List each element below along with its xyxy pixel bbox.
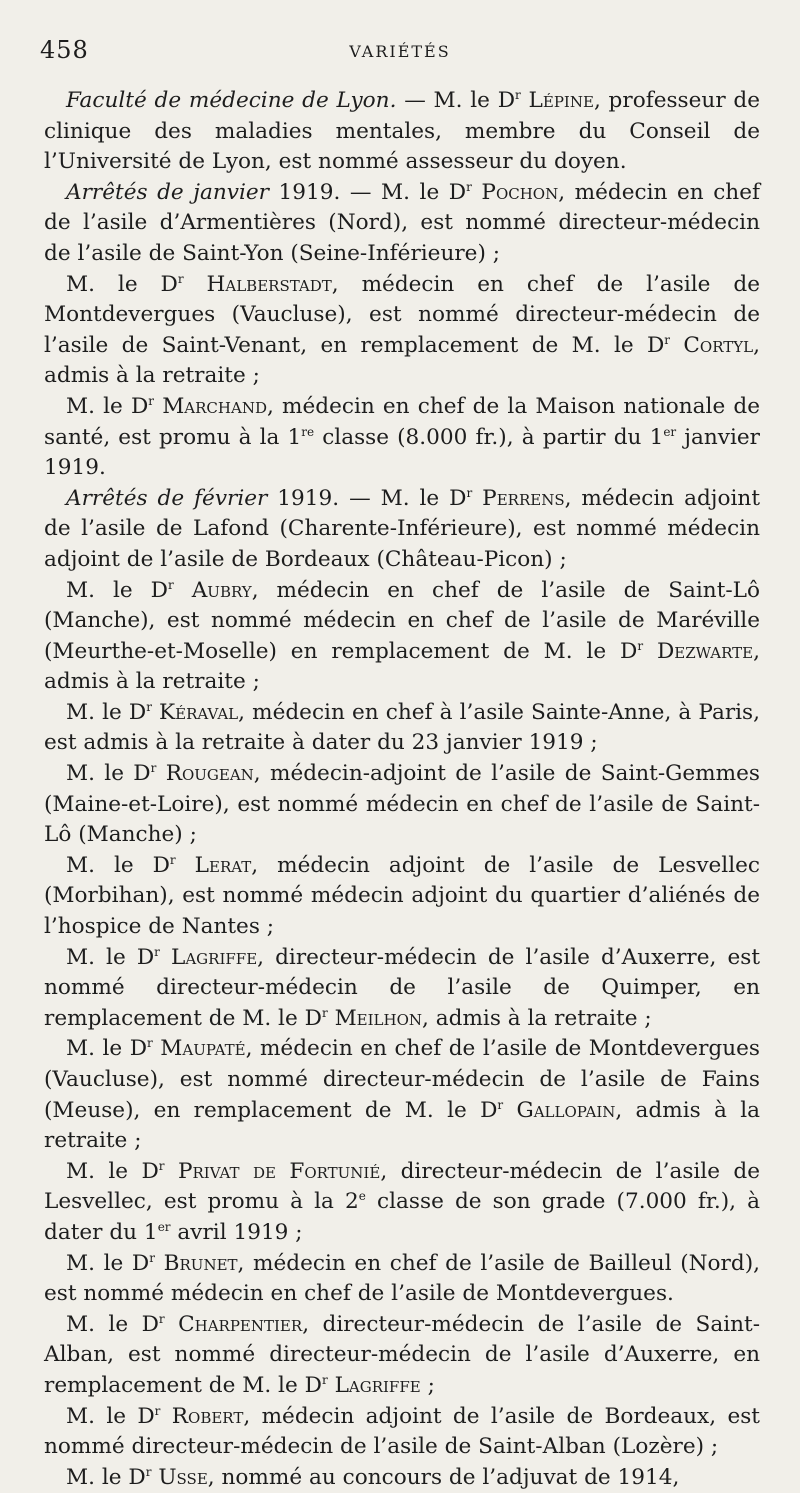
text-run: classe (8.000 fr.), à partir du 1 bbox=[314, 424, 664, 450]
text-run: , admis à la retraite ; bbox=[44, 1097, 760, 1154]
person-name: Charpentier bbox=[178, 1311, 303, 1337]
person-name: Gallopain bbox=[516, 1097, 616, 1123]
paragraph bbox=[44, 1463, 760, 1493]
superscript: r bbox=[150, 761, 157, 776]
superscript: r bbox=[154, 1403, 161, 1418]
text-run: , médecin en chef de l’asile de Montdevergues (Vaucluse), est nommé directeur-médecin de l’asile de Saint-Venant, en remplacement de M. le D bbox=[44, 271, 760, 358]
text-run: , professeur de clinique des maladies mentales, membre du Conseil de l’Université de Lyon, est nommé assesseur du doyen. bbox=[44, 88, 760, 175]
page-header bbox=[40, 36, 760, 76]
superscript: r bbox=[321, 1005, 328, 1020]
text-run: , médecin adjoint de l’asile de Lafond (Charente-Inférieure), est nommé médecin adjoint de l’asile de Bordeaux (Château-Picon) ; bbox=[44, 485, 760, 572]
text-run bbox=[154, 394, 162, 419]
paragraph bbox=[44, 698, 760, 759]
text-run: , médecin-adjoint de l’asile de Saint-Gemmes (Maine-et-Loire), est nommé médecin en chef de l’asile de Saint-Lô (Manche) ; bbox=[44, 761, 760, 848]
person-name: Lagriffe bbox=[171, 944, 258, 970]
person-name: Halberstadt bbox=[206, 271, 332, 297]
text-run: , admis à la retraite ; bbox=[422, 1005, 652, 1031]
text-run: , admis à la retraite ; bbox=[44, 332, 760, 389]
paragraph bbox=[44, 270, 760, 392]
text-run: , médecin en chef de l’asile de Montdevergues (Vaucluse), est nommé directeur-médecin de l’asile de Fains (Meuse), en remplacement de M. le D bbox=[44, 1036, 760, 1123]
paragraph bbox=[44, 1157, 760, 1249]
text-run: M. le D bbox=[66, 1311, 159, 1337]
superscript: r bbox=[146, 699, 152, 714]
text-run: M. le D bbox=[66, 577, 168, 603]
text-run: , nommé au concours de l’adjuvat de 1914, bbox=[207, 1464, 680, 1490]
text-run bbox=[165, 1312, 178, 1337]
text-run: M. le D bbox=[66, 393, 149, 419]
text-run bbox=[152, 700, 159, 725]
paragraph bbox=[44, 86, 760, 178]
person-name: Maupaté bbox=[160, 1036, 246, 1062]
superscript: r bbox=[321, 1372, 328, 1387]
superscript: r bbox=[637, 638, 644, 653]
person-name: Perrens bbox=[482, 485, 565, 511]
text-run: 1919. — M. le D bbox=[267, 485, 467, 511]
text-run: , directeur-médecin de l’asile de Saint-Alban, est nommé directeur-médecin de l’asile d’Auxerre, en remplacement de M. le D bbox=[44, 1311, 760, 1398]
text-run: — M. le D bbox=[396, 88, 516, 113]
person-name: Kéraval bbox=[159, 699, 239, 725]
person-name: Lépine bbox=[528, 88, 594, 113]
paragraph bbox=[44, 1310, 760, 1402]
superscript: r bbox=[158, 1311, 165, 1326]
text-run bbox=[328, 1373, 335, 1398]
text-run: , médecin en chef à l’asile Sainte-Anne, à Paris, est admis à la retraite à dater du 23 janvier 1919 ; bbox=[44, 699, 760, 756]
text-run bbox=[184, 272, 207, 297]
superscript: r bbox=[145, 1464, 152, 1479]
superscript: er bbox=[157, 1219, 171, 1234]
text-run: M. le D bbox=[66, 271, 178, 297]
text-run: , directeur-médecin de l’asile d’Auxerre, est nommé directeur-médecin de l’asile de Quimper, en remplacement de M. le D bbox=[44, 944, 761, 1031]
text-run: janvier 1919. bbox=[44, 424, 760, 481]
paragraph bbox=[44, 392, 760, 484]
text-run bbox=[328, 1006, 335, 1031]
superscript: r bbox=[466, 485, 473, 500]
person-name: Dezwarte bbox=[656, 638, 754, 664]
text-run bbox=[643, 639, 657, 664]
person-name: Privat de Fortunié bbox=[177, 1158, 381, 1184]
text-run bbox=[165, 1159, 178, 1184]
paragraph bbox=[44, 576, 760, 698]
paragraph bbox=[44, 1034, 760, 1156]
text-run: ; bbox=[420, 1372, 435, 1398]
person-name: Brunet bbox=[163, 1250, 238, 1276]
superscript: r bbox=[177, 271, 184, 286]
text-run bbox=[156, 761, 165, 786]
text-run bbox=[160, 945, 171, 970]
person-name: Cortyl bbox=[683, 332, 754, 358]
body-text bbox=[44, 86, 760, 1493]
paragraph bbox=[44, 851, 760, 943]
person-name: Lagriffe bbox=[334, 1372, 421, 1398]
text-run bbox=[151, 1465, 158, 1490]
page-number: 458 bbox=[40, 36, 89, 64]
superscript: r bbox=[169, 852, 176, 867]
text-run: M. le D bbox=[66, 699, 147, 725]
superscript: re bbox=[301, 424, 315, 439]
paragraph bbox=[44, 1402, 760, 1463]
superscript: e bbox=[358, 1189, 366, 1204]
text-run: M. le D bbox=[66, 1250, 150, 1276]
text-run: M. le D bbox=[66, 1158, 159, 1184]
text-run bbox=[472, 180, 482, 205]
text-run bbox=[670, 333, 683, 358]
text-run: M. le D bbox=[66, 761, 151, 787]
italic-heading: Faculté de médecine de Lyon. bbox=[66, 88, 397, 113]
text-run: M. le D bbox=[66, 852, 170, 878]
superscript: r bbox=[167, 577, 174, 592]
superscript: r bbox=[664, 332, 671, 347]
superscript: r bbox=[149, 1250, 155, 1265]
superscript: r bbox=[497, 1097, 504, 1112]
italic-heading: Arrêtés de janvier bbox=[66, 179, 269, 205]
paragraph bbox=[44, 943, 760, 1035]
superscript: r bbox=[158, 1158, 165, 1173]
text-run: , médecin en chef de l’asile de Saint-Lô (Manche), est nommé médecin en chef de l’asile de Maréville (Meurthe-et-Moselle) en remplacement de M. le D bbox=[44, 577, 761, 664]
person-name: Robert bbox=[171, 1403, 244, 1429]
text-run: , médecin adjoint de l’asile de Bordeaux, est nommé directeur-médecin de l’asile de Saint-Alban (Lozère) ; bbox=[44, 1403, 760, 1460]
text-run: M. le D bbox=[66, 1036, 148, 1062]
superscript: er bbox=[663, 424, 677, 439]
person-name: Marchand bbox=[162, 393, 267, 419]
text-run bbox=[174, 578, 192, 603]
paragraph bbox=[44, 759, 760, 851]
paragraph bbox=[44, 178, 760, 270]
superscript: r bbox=[154, 944, 160, 959]
text-run: , médecin en chef de la Maison nationale de santé, est promu à la 1 bbox=[44, 393, 760, 450]
person-name: Pochon bbox=[481, 179, 559, 205]
text-run: M. le D bbox=[66, 1403, 155, 1429]
text-run: , médecin en chef de l’asile d’Armentières (Nord), est nommé directeur-médecin de l’asile de Saint-Yon (Seine-Inférieure) ; bbox=[44, 179, 760, 266]
person-name: Rougean bbox=[165, 761, 254, 787]
text-run: avril 1919 ; bbox=[170, 1219, 303, 1245]
paragraph bbox=[44, 484, 760, 576]
person-name: Usse bbox=[158, 1464, 208, 1490]
text-run: , directeur-médecin de l’asile de Lesvellec, est promu à la 2 bbox=[44, 1158, 761, 1215]
text-run bbox=[472, 486, 482, 511]
text-run: , médecin en chef de l’asile de Bailleul (Nord), est nommé médecin en chef de l’asile de Montdevergues. bbox=[44, 1250, 760, 1307]
person-name: Aubry bbox=[191, 577, 252, 603]
text-run bbox=[503, 1098, 516, 1123]
text-run bbox=[160, 1404, 171, 1429]
text-run: , médecin adjoint de l’asile de Lesvellec (Morbihan), est nommé médecin adjoint du quartier d’aliénés de l’hospice de Nantes ; bbox=[44, 852, 760, 940]
superscript: r bbox=[515, 88, 521, 102]
text-run: classe de son grade (7.000 fr.), à dater du 1 bbox=[44, 1189, 760, 1245]
text-run: M. le D bbox=[66, 944, 155, 970]
running-title: VARIÉTÉS bbox=[349, 42, 451, 61]
text-run bbox=[521, 88, 529, 113]
person-name: Meilhon bbox=[334, 1005, 423, 1031]
person-name: Lerat bbox=[194, 852, 252, 878]
italic-heading: Arrêtés de février bbox=[66, 485, 268, 511]
paragraph bbox=[44, 1249, 760, 1310]
text-run: M. le D bbox=[66, 1464, 146, 1490]
superscript: r bbox=[147, 1036, 153, 1051]
superscript: r bbox=[148, 393, 155, 408]
superscript: r bbox=[466, 179, 472, 194]
text-run: 1919. — M. le D bbox=[268, 179, 467, 205]
text-run bbox=[176, 853, 195, 878]
text-run: , admis à la retraite ; bbox=[44, 638, 760, 695]
text-run bbox=[155, 1251, 164, 1276]
